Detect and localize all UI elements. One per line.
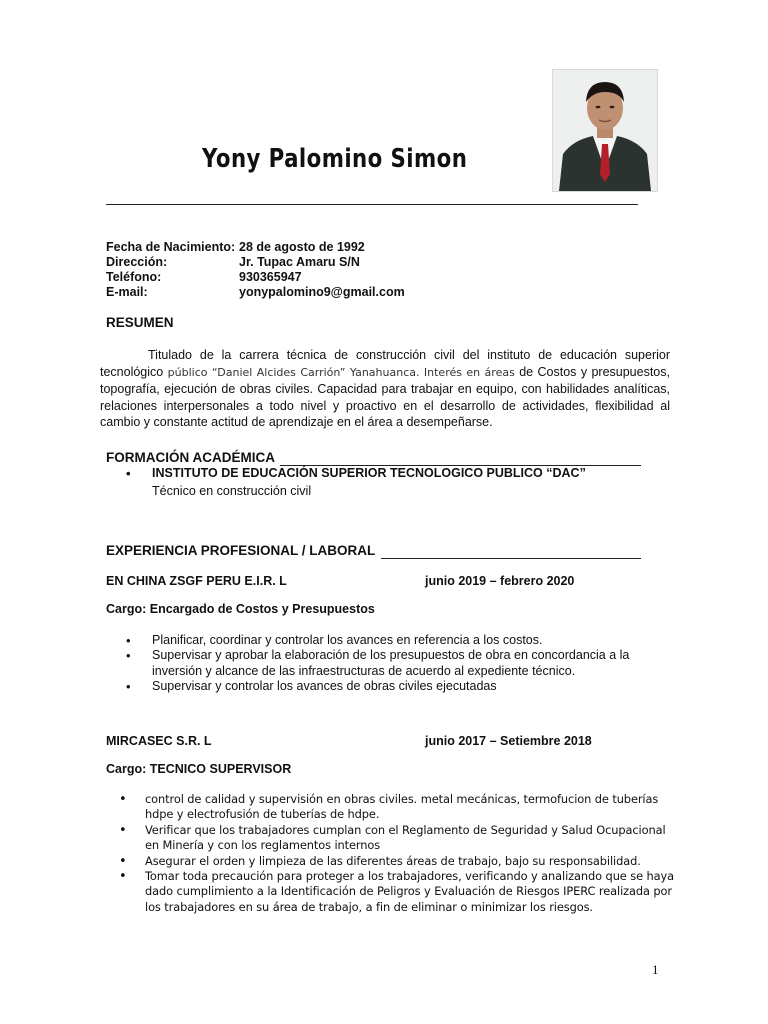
summary-text-start: Titulado de la carrera técnica de construcción civil del instituto de educación superior tecnológico (100, 348, 670, 379)
info-value: Jr. Tupac Amaru S/N (239, 255, 360, 269)
info-value: 28 de agosto de 1992 (239, 240, 365, 254)
summary-text-rest: de Costos y presupuestos, topografía, ejecución de obras civiles. Capacidad para trabajar en equipo, con habilidades analíticas, relaciones interpersonales a todo nivel y proactivo en el desarrollo de actividades, flexibilidad al cambio y constante actitud de aprendizaje en el área a desempeñarse. (100, 364, 670, 430)
job-duties-list (145, 792, 675, 915)
job-period: junio 2019 – febrero 2020 (425, 574, 575, 588)
education-list (152, 466, 586, 481)
personal-info (106, 240, 586, 302)
job-period: junio 2017 – Setiembre 2018 (425, 734, 592, 748)
header-divider (106, 204, 638, 205)
duty-item: • Planificar, coordinar y controlar los avances en referencia a los costos. (152, 633, 642, 648)
job-company: MIRCASEC S.R. L (106, 734, 212, 748)
duty-item: • Supervisar y controlar los avances de obras civiles ejecutadas (152, 679, 642, 694)
duty-item: • Supervisar y aprobar la elaboración de los presupuestos de obra en concordancia a la inversión y alcance de las infraestructuras de acuerdo al expediente técnico. (152, 648, 642, 679)
duty-item: • Tomar toda precaución para proteger a los trabajadores, verificando y analizando que se haya dado cumplimiento a la Identificación de Peligros y Evaluación de Riesgos IPERC realizada por los trabajadores en su área de trabajo, a fin de eliminar o minimizar los riesgos. (145, 869, 675, 915)
job-role (106, 762, 291, 776)
experience-heading: EXPERIENCIA PROFESIONAL / LABORAL (106, 543, 376, 558)
job-duties-list (152, 633, 642, 695)
education-heading: FORMACIÓN ACADÉMICA (106, 450, 275, 465)
experience-heading-rule (381, 558, 641, 559)
job-role-value: TECNICO SUPERVISOR (149, 762, 292, 776)
duty-item: • Asegurar el orden y limpieza de las diferentes áreas de trabajo, bajo su responsabilidad. (145, 854, 675, 869)
profile-photo (552, 69, 658, 192)
summary-text-alt: público “Daniel Alcides Carrión” Yanahuanca. Interés en áreas (167, 365, 515, 379)
education-institution: • INSTITUTO DE EDUCACIÓN SUPERIOR TECNOLOGICO PUBLICO “DAC” (152, 466, 586, 481)
job-company: EN CHINA ZSGF PERU E.I.R. L (106, 574, 287, 588)
education-degree: Técnico en construcción civil (152, 484, 312, 498)
page-number: 1 (652, 962, 659, 977)
candidate-name: Yony Palomino Simon (202, 144, 468, 174)
summary-paragraph (100, 347, 670, 431)
job-role-value: Encargado de Costos y Presupuestos (149, 602, 375, 616)
info-value: 930365947 (239, 270, 302, 284)
duty-item: • control de calidad y supervisión en obras civiles. metal mecánicas, termofucion de tuberías hdpe y electrofusión de tuberías de hdpe. (145, 792, 675, 823)
info-label: Teléfono: (106, 270, 162, 284)
duty-item: • Verificar que los trabajadores cumplan con el Reglamento de Seguridad y Salud Ocupacional en Minería y con los reglamentos internos (145, 823, 675, 854)
info-label: Dirección: (106, 255, 168, 269)
portrait-illustration (553, 70, 657, 191)
info-label: Fecha de Nacimiento: (106, 240, 236, 254)
info-value: yonypalomino9@gmail.com (239, 285, 405, 299)
job-role-label: Cargo: (106, 762, 147, 776)
summary-heading: RESUMEN (106, 315, 174, 330)
job-role (106, 602, 375, 616)
job-role-label: Cargo: (106, 602, 147, 616)
info-label: E-mail: (106, 285, 148, 299)
